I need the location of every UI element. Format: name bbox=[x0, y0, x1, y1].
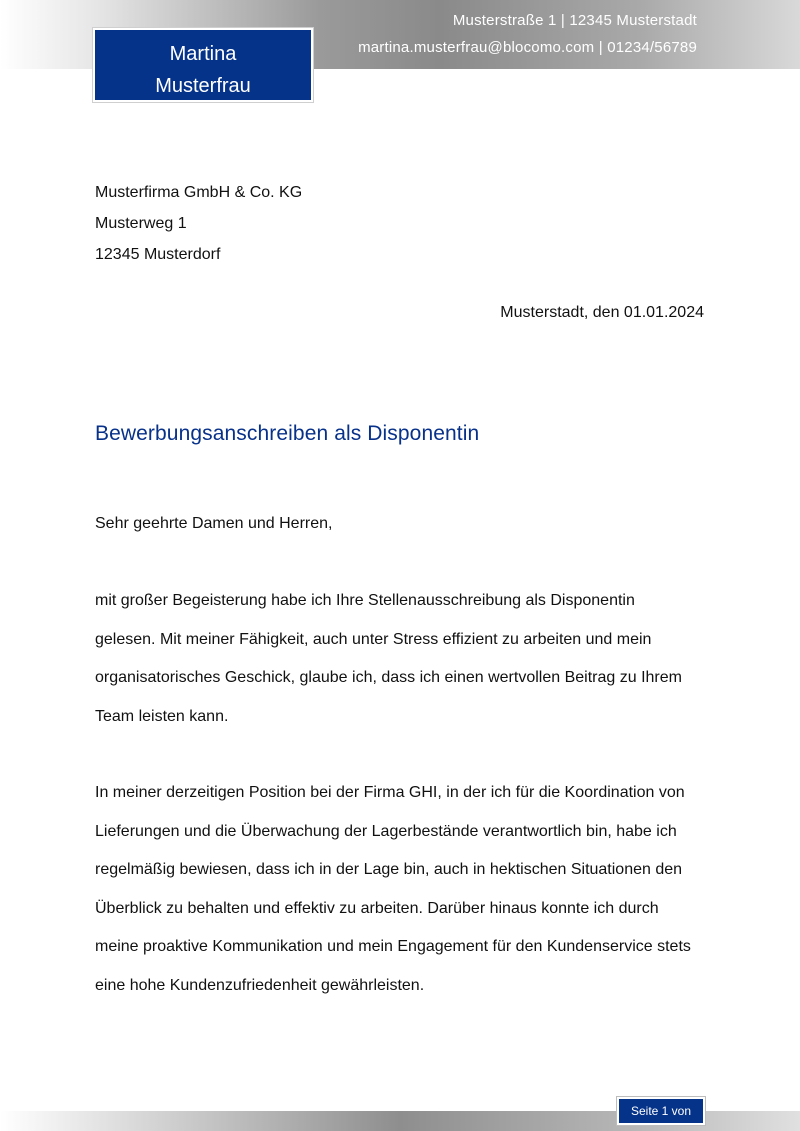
sender-first-name: Martina bbox=[169, 43, 237, 65]
paragraph-line: In meiner derzeitigen Position bei der Firma GHI, in der ich für die Koordination von bbox=[95, 784, 685, 801]
paragraph-line: eine hohe Kundenzufriedenheit gewährleisten. bbox=[95, 976, 425, 994]
recipient-address bbox=[95, 177, 302, 270]
paragraph-line: regelmäßig bewiesen, dass ich in der Lage bin, auch in hektischen Situationen den bbox=[95, 861, 683, 878]
paragraph-2 bbox=[95, 774, 707, 1005]
paragraph-line: mit großer Begeisterung habe ich Ihre Stellenausschreibung als Disponentin bbox=[95, 592, 635, 609]
recipient-city: 12345 Musterdorf bbox=[95, 246, 221, 263]
sender-address: Musterstraße 1 | 12345 Musterstadt bbox=[452, 12, 697, 29]
paragraph-1 bbox=[95, 582, 707, 736]
paragraph-line: organisatorisches Geschick, glaube ich, dass ich einen wertvollen Beitrag zu Ihrem bbox=[95, 669, 682, 686]
sender-last-name: Musterfrau bbox=[155, 75, 251, 97]
paragraph-line: Lieferungen und die Überwachung der Lagerbestände verantwortlich bin, habe ich bbox=[95, 822, 677, 840]
paragraph-line: Überblick zu behalten und effektiv zu arbeiten. Darüber hinaus konnte ich durch bbox=[95, 899, 659, 917]
sender-name-box bbox=[93, 28, 313, 102]
paragraph-line: meine proaktive Kommunikation und mein Engagement für den Kundenservice stets bbox=[95, 938, 691, 955]
letter-subject: Bewerbungsanschreiben als Disponentin bbox=[95, 422, 480, 445]
salutation: Sehr geehrte Damen und Herren, bbox=[95, 515, 333, 532]
page-number-badge: Seite 1 von bbox=[617, 1097, 705, 1125]
recipient-street: Musterweg 1 bbox=[95, 215, 187, 232]
recipient-company: Musterfirma GmbH & Co. KG bbox=[95, 184, 303, 201]
paragraph-line: gelesen. Mit meiner Fähigkeit, auch unter Stress effizient zu arbeiten und mein bbox=[95, 630, 652, 648]
paragraph-line: Team leisten kann. bbox=[95, 707, 229, 725]
sender-contact: martina.musterfrau@blocomo.com | 01234/56789 bbox=[358, 39, 697, 56]
date-line: Musterstadt, den 01.01.2024 bbox=[500, 304, 704, 321]
